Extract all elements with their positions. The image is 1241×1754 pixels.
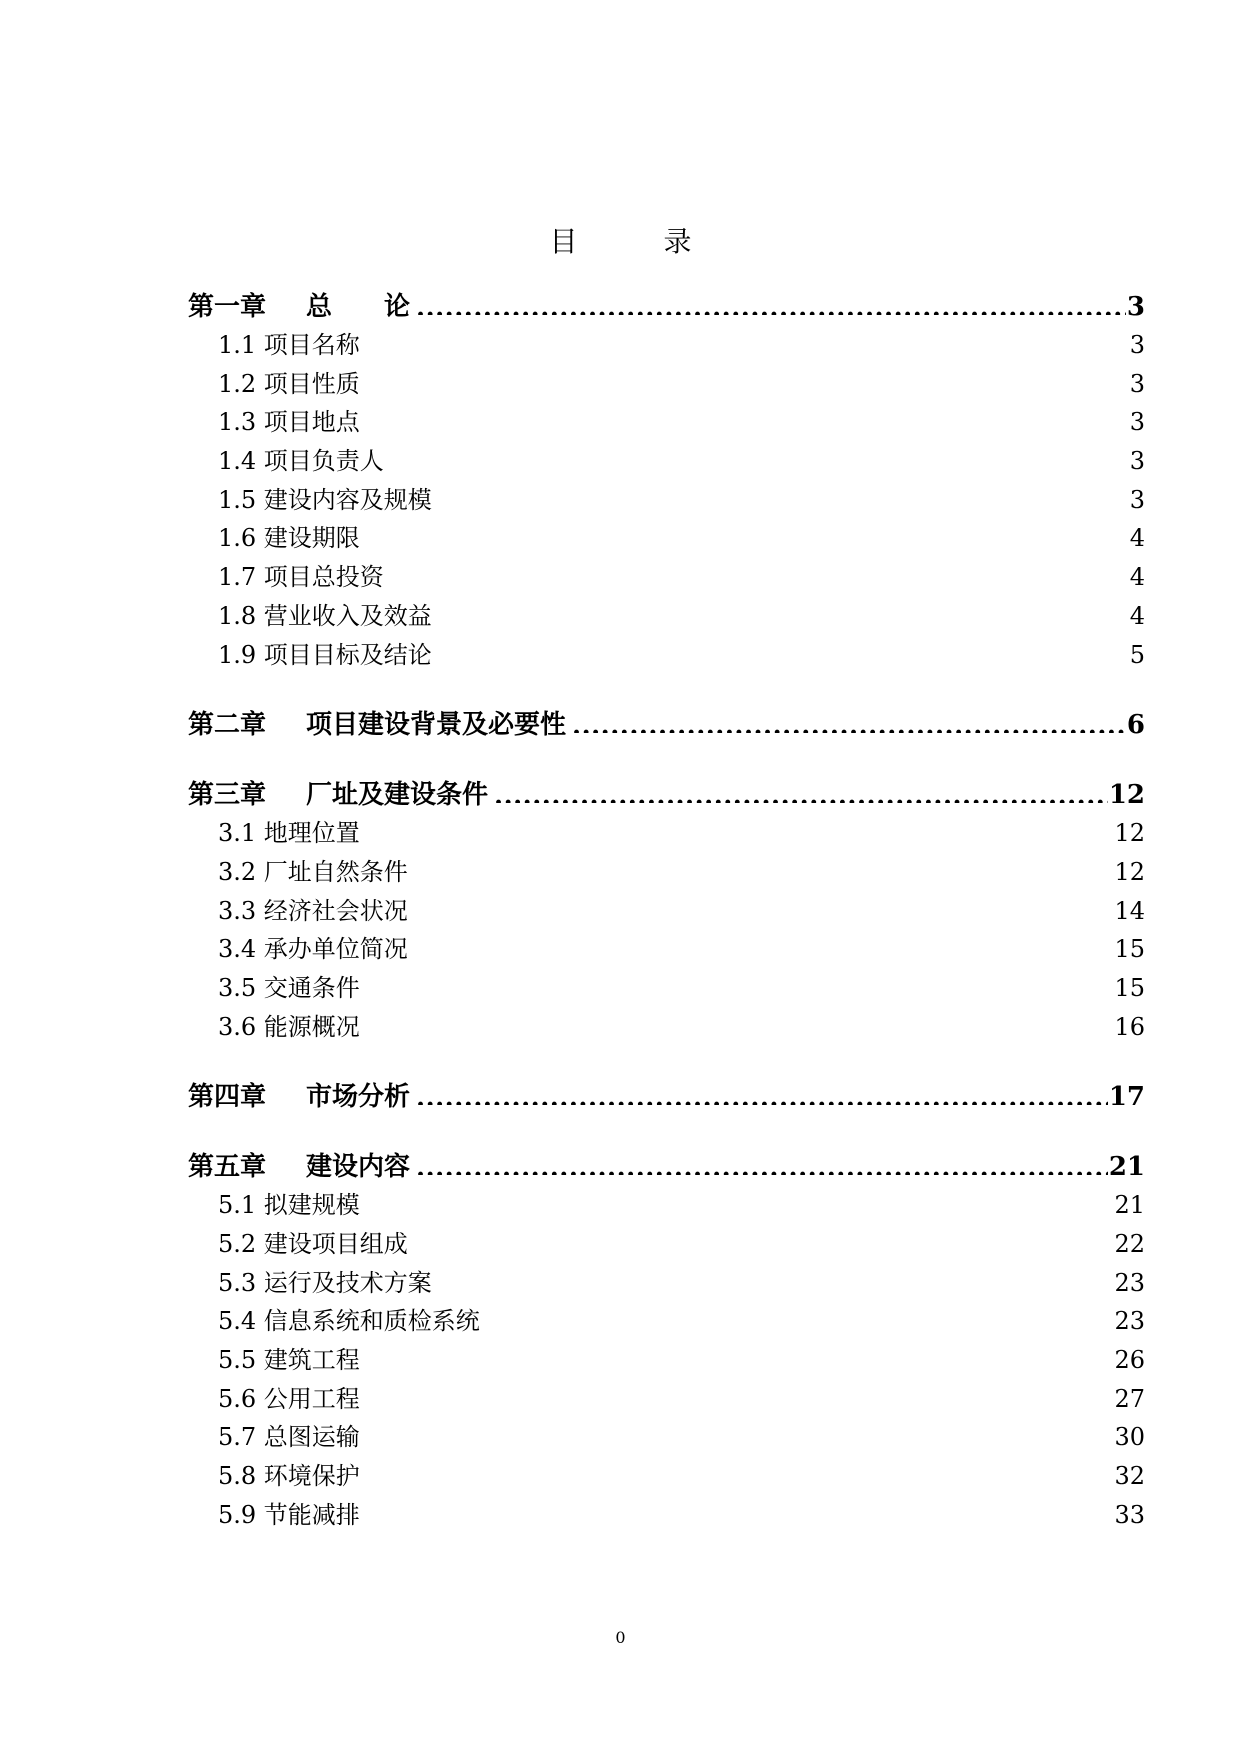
dot-leader bbox=[390, 561, 1129, 585]
dot-leader bbox=[366, 1344, 1114, 1368]
page-number: 15 bbox=[1114, 935, 1145, 964]
toc-section-3-1[interactable] bbox=[188, 814, 1145, 853]
section-title: 1.3 项目地点 bbox=[218, 408, 360, 437]
toc-chapter-1[interactable] bbox=[188, 288, 1145, 326]
dot-leader bbox=[366, 1421, 1114, 1445]
dot-leader bbox=[486, 1305, 1114, 1329]
page-number: 4 bbox=[1129, 524, 1145, 553]
chapter-number: 第四章 bbox=[188, 1082, 267, 1113]
toc-section-3-2[interactable] bbox=[188, 853, 1145, 892]
page-number: 26 bbox=[1114, 1346, 1145, 1375]
dot-leader bbox=[366, 1460, 1114, 1484]
toc-title-char-1: 目 bbox=[549, 225, 578, 258]
page-number: 3 bbox=[1129, 447, 1145, 476]
toc-section-1-8[interactable] bbox=[188, 597, 1145, 636]
dot-leader bbox=[366, 1383, 1114, 1407]
page-number: 16 bbox=[1114, 1012, 1145, 1041]
page-number: 3 bbox=[1129, 369, 1145, 398]
section-title: 1.2 项目性质 bbox=[218, 369, 360, 398]
section-title: 1.8 营业收入及效益 bbox=[218, 601, 432, 630]
dot-leader bbox=[414, 895, 1114, 919]
toc-section-1-6[interactable] bbox=[188, 519, 1145, 558]
toc-section-1-1[interactable] bbox=[188, 326, 1145, 365]
toc-section-1-5[interactable] bbox=[188, 481, 1145, 520]
page-number: 21 bbox=[1108, 1152, 1145, 1183]
toc-section-5-7[interactable] bbox=[188, 1418, 1145, 1457]
section-title: 5.5 建筑工程 bbox=[218, 1346, 360, 1375]
toc-section-3-3[interactable] bbox=[188, 892, 1145, 931]
toc-title-char-2: 录 bbox=[663, 225, 692, 258]
chapter-title: 项目建设背景及必要性 bbox=[306, 710, 567, 741]
page-number: 15 bbox=[1114, 973, 1145, 1002]
page-number: 6 bbox=[1126, 710, 1145, 741]
toc-title bbox=[0, 220, 1241, 260]
page-footer-number: 0 bbox=[615, 1628, 626, 1647]
section-title: 1.1 项目名称 bbox=[218, 331, 360, 359]
section-title: 1.9 项目目标及结论 bbox=[218, 640, 432, 669]
section-title: 1.7 项目总投资 bbox=[218, 563, 384, 592]
section-title: 5.2 建设项目组成 bbox=[218, 1230, 408, 1258]
page-number: 23 bbox=[1114, 1268, 1145, 1297]
section-title: 3.1 地理位置 bbox=[218, 819, 360, 848]
toc-section-1-9[interactable] bbox=[188, 636, 1145, 675]
page-number: 12 bbox=[1114, 857, 1145, 886]
toc-section-1-3[interactable] bbox=[188, 403, 1145, 442]
page-number: 4 bbox=[1129, 563, 1145, 592]
dot-leader bbox=[572, 707, 1126, 733]
dot-leader bbox=[416, 1149, 1108, 1175]
toc-section-5-3[interactable] bbox=[188, 1264, 1145, 1303]
page-number: 17 bbox=[1108, 1082, 1145, 1113]
toc-section-3-4[interactable] bbox=[188, 930, 1145, 969]
chapter-number: 第三章 bbox=[188, 780, 267, 811]
page-number: 14 bbox=[1114, 896, 1145, 925]
page-number: 12 bbox=[1114, 819, 1145, 848]
section-title: 1.6 建设期限 bbox=[218, 524, 360, 553]
page-number: 3 bbox=[1126, 292, 1145, 322]
toc-chapter-4[interactable] bbox=[188, 1078, 1145, 1116]
page-number: 23 bbox=[1114, 1307, 1145, 1336]
section-title: 3.5 交通条件 bbox=[218, 973, 360, 1002]
dot-leader bbox=[414, 933, 1114, 957]
dot-leader bbox=[366, 329, 1129, 353]
page-number: 32 bbox=[1114, 1462, 1145, 1491]
section-title: 5.3 运行及技术方案 bbox=[218, 1268, 432, 1297]
toc-section-5-8[interactable] bbox=[188, 1457, 1145, 1496]
section-title: 1.4 项目负责人 bbox=[218, 447, 384, 476]
section-title: 5.1 拟建规模 bbox=[218, 1191, 360, 1220]
dot-leader bbox=[438, 1267, 1114, 1291]
dot-leader bbox=[494, 777, 1108, 803]
page-number: 33 bbox=[1114, 1500, 1145, 1529]
dot-leader bbox=[366, 368, 1129, 392]
toc-section-5-4[interactable] bbox=[188, 1302, 1145, 1341]
dot-leader bbox=[366, 522, 1129, 546]
section-title: 5.9 节能减排 bbox=[218, 1500, 360, 1529]
dot-leader bbox=[366, 406, 1129, 430]
toc-chapter-2[interactable] bbox=[188, 706, 1145, 744]
toc-section-1-4[interactable] bbox=[188, 442, 1145, 481]
section-title: 5.6 公用工程 bbox=[218, 1384, 360, 1413]
toc-section-3-5[interactable] bbox=[188, 969, 1145, 1008]
toc-section-5-9[interactable] bbox=[188, 1496, 1145, 1535]
toc-section-5-1[interactable] bbox=[188, 1186, 1145, 1225]
dot-leader bbox=[416, 1079, 1108, 1105]
section-title: 3.4 承办单位简况 bbox=[218, 935, 408, 964]
page-number: 27 bbox=[1114, 1384, 1145, 1413]
toc-section-5-2[interactable] bbox=[188, 1225, 1145, 1264]
toc-section-1-2[interactable] bbox=[188, 365, 1145, 404]
dot-leader bbox=[414, 1228, 1114, 1252]
chapter-number: 第五章 bbox=[188, 1152, 267, 1183]
section-title: 5.7 总图运输 bbox=[218, 1423, 360, 1452]
toc-section-5-5[interactable] bbox=[188, 1341, 1145, 1380]
page-number: 30 bbox=[1114, 1423, 1145, 1452]
toc-chapter-3[interactable] bbox=[188, 776, 1145, 814]
dot-leader bbox=[438, 600, 1129, 624]
dot-leader bbox=[414, 856, 1114, 880]
dot-leader bbox=[438, 639, 1129, 663]
dot-leader bbox=[366, 972, 1114, 996]
page-number: 4 bbox=[1129, 601, 1145, 630]
section-title: 5.4 信息系统和质检系统 bbox=[218, 1307, 480, 1336]
section-title: 5.8 环境保护 bbox=[218, 1462, 360, 1491]
page-number: 5 bbox=[1129, 640, 1145, 669]
page-number: 21 bbox=[1114, 1191, 1145, 1220]
dot-leader bbox=[390, 445, 1129, 469]
dot-leader bbox=[438, 484, 1129, 508]
chapter-title: 总 论 bbox=[306, 292, 411, 322]
dot-leader bbox=[366, 1189, 1114, 1213]
page-number: 3 bbox=[1129, 485, 1145, 514]
section-title: 3.6 能源概况 bbox=[218, 1012, 360, 1041]
toc-section-5-6[interactable] bbox=[188, 1380, 1145, 1419]
chapter-number: 第二章 bbox=[188, 710, 267, 741]
chapter-title: 建设内容 bbox=[306, 1152, 411, 1183]
table-of-contents bbox=[188, 288, 1145, 1535]
page-number: 3 bbox=[1129, 331, 1145, 359]
page-number: 12 bbox=[1108, 780, 1145, 811]
dot-leader bbox=[366, 817, 1114, 841]
toc-chapter-5[interactable] bbox=[188, 1148, 1145, 1186]
dot-leader bbox=[366, 1499, 1114, 1523]
dot-leader bbox=[366, 1011, 1114, 1035]
section-title: 3.3 经济社会状况 bbox=[218, 896, 408, 925]
toc-section-1-7[interactable] bbox=[188, 558, 1145, 597]
dot-leader bbox=[416, 289, 1126, 315]
chapter-number: 第一章 bbox=[188, 292, 267, 322]
section-title: 1.5 建设内容及规模 bbox=[218, 485, 432, 514]
section-title: 3.2 厂址自然条件 bbox=[218, 857, 408, 886]
page-number: 22 bbox=[1114, 1230, 1145, 1258]
chapter-title: 厂址及建设条件 bbox=[306, 780, 489, 811]
chapter-title: 市场分析 bbox=[306, 1082, 411, 1113]
toc-section-3-6[interactable] bbox=[188, 1008, 1145, 1047]
page-number: 3 bbox=[1129, 408, 1145, 437]
